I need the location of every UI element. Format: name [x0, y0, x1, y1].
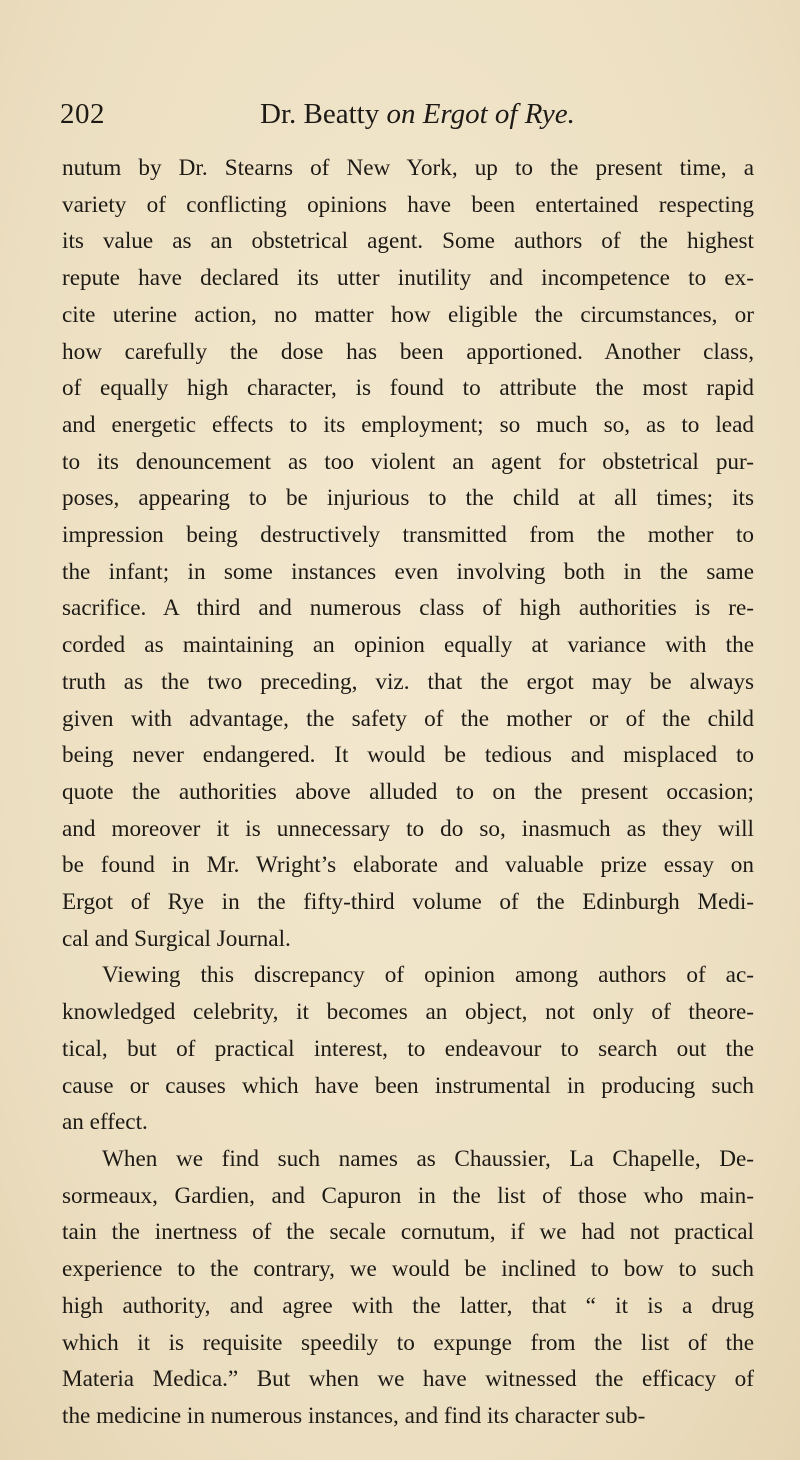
- text-line: quote the authorities above alluded to on the present occasion;: [62, 778, 754, 805]
- text-line: sacrifice. A third and numerous class of high authorities is re-: [62, 595, 754, 622]
- text-line: tical, but of practical interest, to endeavour to search out the: [62, 1035, 754, 1062]
- text-line: the medicine in numerous instances, and find its character sub-: [62, 1402, 646, 1429]
- text-line: high authority, and agree with the latter, that “ it is a drug: [62, 1292, 754, 1319]
- running-head-author: Dr. Beatty: [260, 98, 380, 130]
- text-line: the infant; in some instances even involving both in the same: [62, 558, 754, 585]
- text-line: When we find such names as Chaussier, La Chapelle, De-: [102, 1145, 754, 1172]
- running-header: [60, 98, 750, 138]
- text-line: Ergot of Rye in the fifty-third volume of the Edinburgh Medi-: [62, 889, 754, 916]
- text-line: cal and Surgical Journal.: [62, 925, 291, 952]
- text-line: Viewing this discrepancy of opinion among authors of ac-: [102, 962, 754, 989]
- text-line: given with advantage, the safety of the mother or of the child: [62, 705, 754, 732]
- text-line: impression being destructively transmitted from the mother to: [62, 522, 754, 549]
- text-line: which it is requisite speedily to expunge from the list of the: [62, 1329, 754, 1356]
- text-line: experience to the contrary, we would be inclined to bow to such: [62, 1256, 754, 1283]
- text-line: of equally high character, is found to attribute the most rapid: [62, 375, 754, 402]
- body-text: [62, 150, 754, 1435]
- running-head-title: [260, 98, 575, 131]
- text-line: and moreover it is unnecessary to do so, inasmuch as they will: [62, 815, 754, 842]
- text-line: Materia Medica.” But when we have witnessed the efficacy of: [62, 1366, 754, 1393]
- text-line: its value as an obstetrical agent. Some authors of the highest: [62, 228, 754, 255]
- text-line: truth as the two preceding, viz. that the ergot may be always: [62, 668, 754, 695]
- text-line: cause or causes which have been instrumental in producing such: [62, 1072, 754, 1099]
- text-line: being never endangered. It would be tedious and misplaced to: [62, 742, 754, 769]
- running-head-subject: Ergot of Rye.: [422, 98, 575, 130]
- text-line: variety of conflicting opinions have been entertained respecting: [62, 191, 754, 218]
- paragraph: [62, 1141, 754, 1435]
- paragraph: [62, 150, 754, 957]
- text-line: and energetic effects to its employment; so much so, as to lead: [62, 411, 754, 438]
- text-line: cite uterine action, no matter how eligible the circumstances, or: [62, 301, 754, 328]
- text-line: poses, appearing to be injurious to the child at all times; its: [62, 485, 754, 512]
- text-line: to its denouncement as too violent an agent for obstetrical pur-: [62, 448, 754, 475]
- text-line: corded as maintaining an opinion equally at variance with the: [62, 632, 754, 659]
- text-line: knowledged celebrity, it becomes an object, not only of theore-: [62, 999, 754, 1026]
- text-line: be found in Mr. Wright’s elaborate and valuable prize essay on: [62, 852, 754, 879]
- text-line: tain the inertness of the secale cornutum, if we had not practical: [62, 1219, 754, 1246]
- paragraph: [62, 957, 754, 1141]
- page-number: 202: [60, 98, 105, 130]
- text-line: an effect.: [62, 1109, 148, 1136]
- text-line: nutum by Dr. Stearns of New York, up to the present time, a: [62, 155, 754, 181]
- text-line: repute have declared its utter inutility and incompetence to ex-: [62, 265, 754, 292]
- text-line: sormeaux, Gardien, and Capuron in the list of those who main-: [62, 1182, 754, 1209]
- text-line: how carefully the dose has been apportioned. Another class,: [62, 338, 754, 365]
- running-head-connector: on: [386, 98, 416, 130]
